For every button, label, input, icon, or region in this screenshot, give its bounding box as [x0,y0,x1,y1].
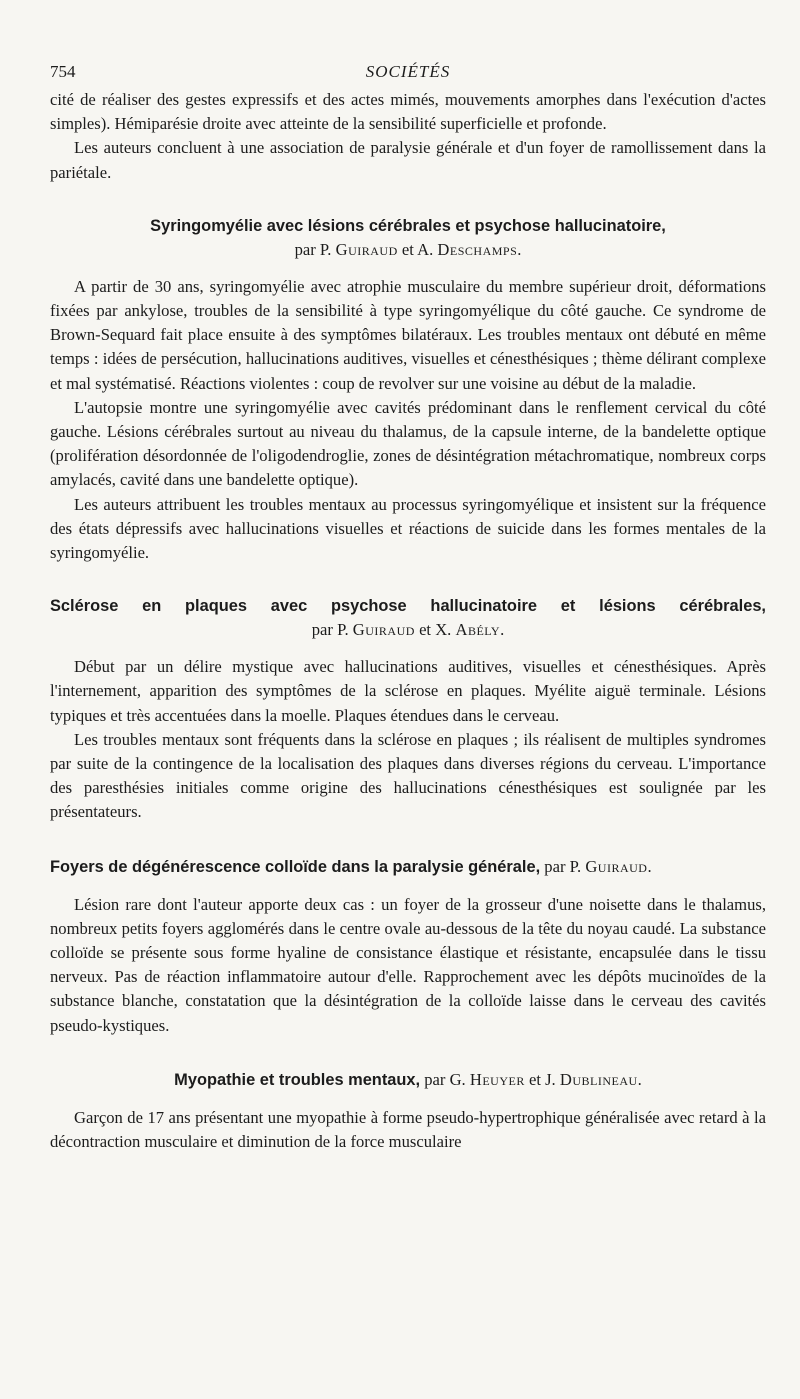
byline-suffix: . [637,1069,642,1089]
byline-prefix: par P. [311,620,353,640]
article-paragraph: L'autopsie montre une syringomyélie avec cavités prédominant dans le renflement cervical du côté gauche. Lésions cérébrales surtout au niveau du thalamus, de la capsule interne, de la bandelette optique (prolifération désordonnée de l'oligodendroglie, zones de désintégration métachromatique, nombreux corps amylacés, cavité dans une bandelette optique). [50,397,766,490]
byline-suffix: . [517,239,522,259]
author-name: Guiraud [335,239,398,259]
author-name: Dublineau [559,1069,638,1089]
byline-middle: et X. [414,620,456,640]
article-title: Foyers de dégénérescence colloïde dans la paralysie générale, [50,857,541,876]
author-name: Guiraud [585,856,648,876]
article-byline [50,618,766,641]
running-head: SOCIÉTÉS [365,62,451,81]
article-title: Syringomyélie avec lésions cérébrales et psychose hallucinatoire, [150,216,666,235]
author-name: Deschamps [437,239,518,259]
article-title: Myopathie et troubles mentaux, [174,1070,421,1089]
article-syringomyelie [50,215,766,565]
byline-prefix: par P. [540,856,586,876]
author-name: Abély [455,620,501,640]
article-byline [50,238,766,261]
intro-paragraph: cité de réaliser des gestes expressifs et des actes mimés, mouvements amorphes dans l'exécution d'actes simples). Hémiparésie droite avec atteinte de la sensibilité superficielle et profonde. [50,90,766,134]
article-heading [50,855,766,879]
article-paragraph: A partir de 30 ans, syringomyélie avec atrophie musculaire du membre supérieur droit, déformations fixées par ankylose, troubles de la sensibilité à type syringomyélique du côté gauche. Ce syndrome de Brown-Sequard fait place ensuite à des symptômes bilatéraux. Les troubles mentaux ont débuté en même temps : idées de persécution, hallucinations auditives, visuelles et cénesthésiques ; thème délirant complexe et mal systématisé. Réactions violentes : coup de revolver sur une voisine au début de la maladie. [50,276,766,393]
byline-middle: et A. [397,239,438,259]
byline-suffix: . [500,620,505,640]
page-header [50,62,766,88]
article-paragraph: Garçon de 17 ans présentant une myopathie à forme pseudo-hypertrophique généralisée avec retard à la décontraction musculaire et diminution de la force musculaire [50,1107,766,1152]
byline-prefix: par P. [294,239,336,259]
byline-suffix: . [647,856,652,876]
article-myopathie [50,1068,766,1154]
intro-paragraph: Les auteurs concluent à une association de paralysie générale et d'un foyer de ramollissement dans la pariétale. [50,138,766,182]
author-name: Heuyer [469,1069,525,1089]
article-paragraph: Début par un délire mystique avec hallucinations auditives, visuelles et cénesthésiques. Après l'internement, apparition des symptômes de la sclérose en plaques. Myélite aiguë terminale. Lésions typiques et très accentuées dans la moelle. Plaques étendues dans le cerveau. [50,657,766,725]
article-paragraph: Les auteurs attribuent les troubles mentaux au processus syringomyélique et insistent sur la fréquence des états dépressifs avec hallucinations visuelles et réactions de suicide dans les formes mentales de la syringomyélie. [50,494,766,563]
article-paragraph: Lésion rare dont l'auteur apporte deux cas : un foyer de la grosseur d'une noisette dans le thalamus, nombreux petits foyers agglomérés dans le centre ovale au-dessous de la tête du noyau caudé. La substance colloïde se présente sous forme hyaline de consistance élastique et résistante, encapsulée dans le tissu nerveux. Pas de réaction inflammatoire autour d'elle. Rapprochement avec les dépôts mucinoïdes de la substance blanche, constatation que la désintégration de la colloïde laisse dans le cerveau des cavités pseudo-kystiques. [50,894,766,1035]
article-heading [50,1068,766,1092]
byline-prefix: par G. [420,1069,470,1089]
byline-middle: et J. [524,1069,560,1089]
page-number: 754 [50,62,76,81]
article-paragraph: Les troubles mentaux sont fréquents dans la sclérose en plaques ; ils réalisent de multiples syndromes par suite de la contingence de la localisation des plaques dans diverses régions du cerveau. L'importance des paresthésies initiales comme origine des hallucinations cénesthésiques est soulignée par les présentateurs. [50,729,766,822]
article-title: Sclérose en plaques avec psychose hallucinatoire et lésions cérébrales, [50,597,766,616]
article-degenerescence [50,855,766,1038]
author-name: Guiraud [352,620,415,640]
article-sclerose [50,595,766,824]
